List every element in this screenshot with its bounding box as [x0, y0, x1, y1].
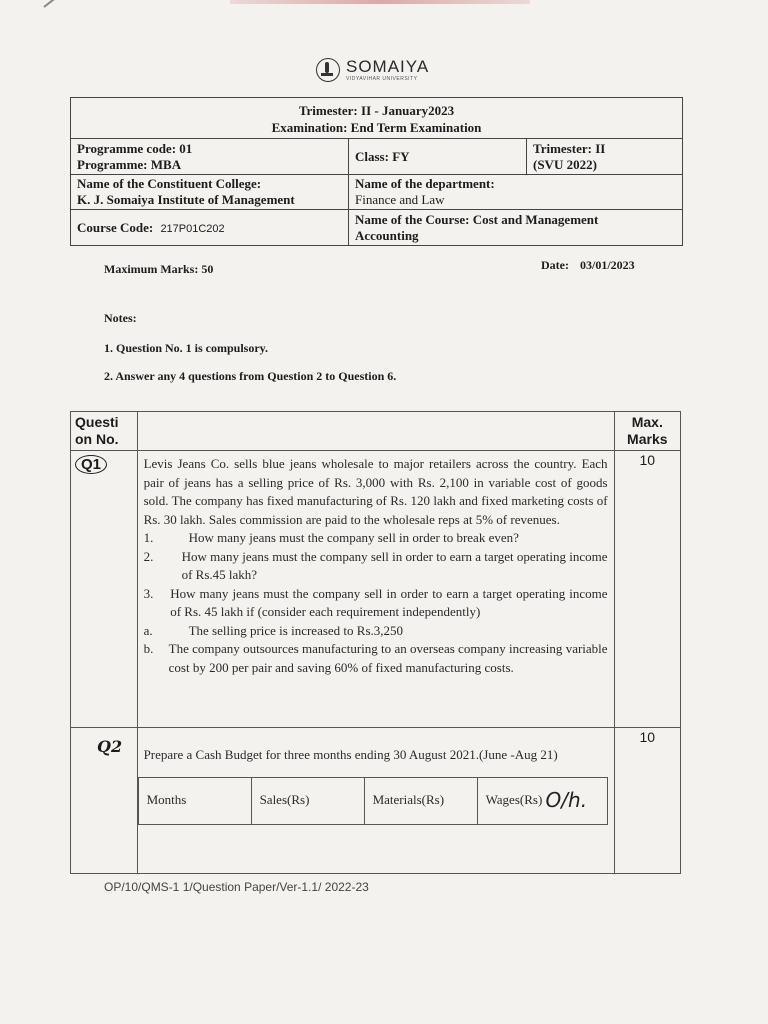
class-cell	[349, 139, 527, 175]
footer-document-code: OP/10/QMS-1 1/Question Paper/Ver-1.1/ 2022-23	[104, 880, 369, 894]
q1-item-number: 3.	[143, 585, 154, 601]
q1-number: Q1	[75, 455, 107, 474]
questions-table	[70, 411, 681, 874]
q1-item-text: The company outsources manufacturing to an overseas company increasing variable cost by 200 per pair and saving 60% of fixed manufacturing costs.	[168, 641, 608, 675]
date-label: Date:	[541, 258, 569, 272]
college-cell	[71, 175, 349, 210]
programme: Programme: MBA	[77, 156, 182, 172]
q2-marks: 10	[614, 728, 680, 874]
department-name: Finance and Law	[355, 192, 445, 207]
logo-name: SOMAIYA	[346, 57, 430, 76]
class: Class: FY	[355, 148, 410, 164]
column-question-label-2: on No.	[75, 431, 119, 447]
course-code: 217P01C202	[160, 222, 225, 235]
cash-budget-header-wages: Wages(Rs)	[485, 792, 543, 808]
column-question-number	[71, 412, 138, 451]
trimester-line: Trimester: II - January2023	[298, 103, 455, 118]
q1-text-cell	[137, 451, 614, 728]
q2-text: Prepare a Cash Budget for three months ending 30 August 2021.(June -Aug 21)	[143, 747, 558, 762]
q1-item-number: 2.	[143, 548, 154, 564]
q1-item-text: How many jeans must the company sell in order to earn a target operating income of Rs. 45 lakh if (consider each requirement independently)	[170, 585, 608, 619]
date-value: 03/01/2023	[579, 258, 635, 272]
q1-item	[144, 529, 608, 548]
course-name-2: Accounting	[355, 227, 419, 243]
q1-item-number: 1.	[143, 530, 154, 545]
cash-budget-header: Sales(Rs)	[251, 777, 364, 824]
exam-header-table	[70, 97, 683, 246]
q2-text-cell	[137, 728, 614, 874]
programme-code: Programme code: 01	[77, 140, 193, 156]
q1-marks: 10	[614, 451, 680, 728]
q1-item	[144, 640, 608, 677]
column-marks-label-1: Max.	[631, 414, 663, 430]
note-1: 1. Question No. 1 is compulsory.	[104, 341, 269, 355]
course-code-label: Course Code:	[77, 219, 154, 235]
university-logo	[316, 58, 429, 82]
q1-intro: Levis Jeans Co. sells blue jeans wholesale to major retailers across the country. Each pair of jeans has a selling price of Rs. 3,000 with Rs. 2,100 in variable cost of goods sold. The company has fixed manufacturing of Rs. 120 lakh and fixed marketing costs of Rs. 30 lakh. Sales commission are paid to the wholesale reps at 5% of revenues.	[143, 456, 608, 527]
q1-item-number: b.	[143, 641, 154, 656]
q2-number-cell	[71, 728, 138, 874]
trimester-right-1: Trimester: II	[533, 140, 606, 156]
cash-budget-header: Materials(Rs)	[364, 777, 477, 824]
course-name-cell	[349, 210, 683, 246]
exam-line: Examination: End Term Examination	[271, 120, 482, 135]
course-name-1: Name of the Course: Cost and Management	[355, 211, 599, 227]
college-name: K. J. Somaiya Institute of Management	[77, 192, 295, 207]
college-label: Name of the Constituent College:	[77, 176, 262, 191]
department-label: Name of the department:	[355, 176, 495, 191]
handwritten-overhead: O/h.	[545, 788, 588, 813]
trimester-right-cell	[527, 139, 683, 175]
column-max-marks	[614, 412, 680, 451]
cash-budget-header	[477, 777, 607, 824]
cash-budget-table	[138, 777, 608, 825]
maximum-marks: Maximum Marks: 50	[104, 262, 214, 276]
lamp-emblem-icon	[316, 58, 340, 82]
q1-item-text: The selling price is increased to Rs.3,250	[188, 622, 404, 638]
logo-subtitle: VIDYAVIHAR UNIVERSITY	[346, 76, 418, 82]
exam-date	[541, 258, 635, 273]
q1-item-text: How many jeans must the company sell in order to break even?	[188, 530, 519, 545]
q1-item	[144, 622, 608, 641]
q1-item-number: a.	[143, 622, 153, 638]
q1-item	[144, 585, 608, 622]
q2-number: Q2	[97, 737, 123, 756]
programme-cell	[71, 139, 349, 175]
column-question-label-1: Questi	[75, 414, 119, 430]
q1-number-cell	[71, 451, 138, 728]
course-code-cell	[71, 210, 349, 246]
trimester-right-2: (SVU 2022)	[533, 156, 597, 172]
column-question-text	[137, 412, 614, 451]
pen-mark	[43, 0, 68, 8]
q1-item-text: How many jeans must the company sell in order to earn a target operating income of Rs.45 lakh?	[181, 548, 608, 582]
note-2: 2. Answer any 4 questions from Question 2 to Question 6.	[104, 369, 397, 383]
column-marks-label-2: Marks	[627, 431, 668, 447]
department-cell	[349, 175, 683, 210]
top-stain	[230, 0, 530, 4]
cash-budget-header: Months	[138, 777, 251, 824]
notes-title: Notes:	[104, 311, 137, 325]
q1-item	[144, 548, 608, 585]
exam-title-cell	[71, 98, 683, 139]
